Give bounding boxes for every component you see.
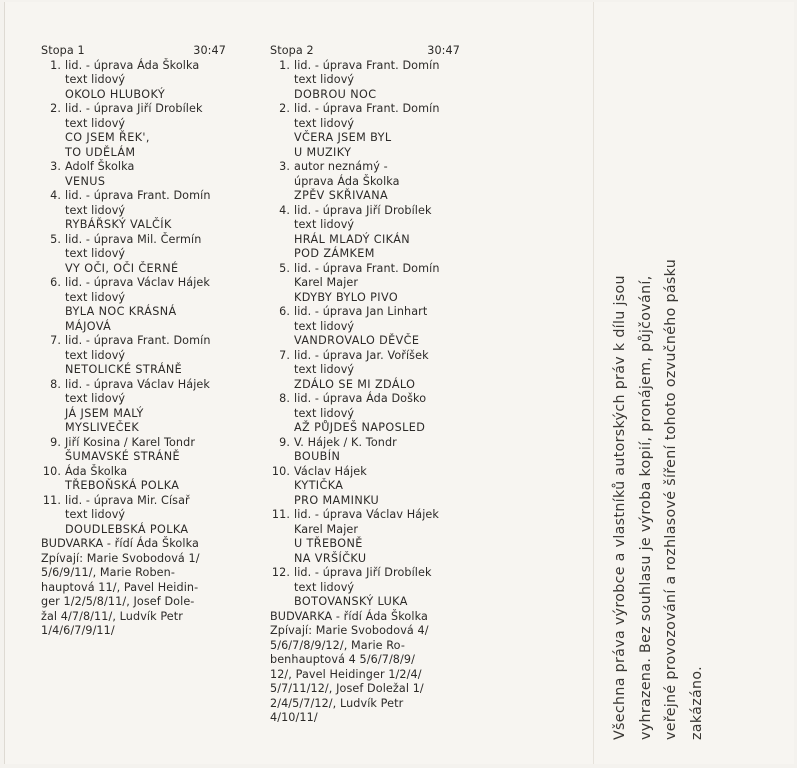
song-credit: text lidový [65,203,126,217]
track-entry [41,233,226,277]
song-credit: lid. - úprava Jiří Drobílek [65,102,203,115]
song-credit: lid. - úprava Frant. Domín [294,102,440,115]
fold-line [593,2,594,764]
song-credit: text lidový [65,247,126,260]
track-lines [65,102,226,160]
song-credit: V. Hájek / K. Tondr [294,435,397,449]
credits-line: hauptová 11/, Pavel Heidin- [41,580,199,594]
track-lines [294,102,460,160]
track-entry [41,378,226,436]
song-title: DOUDLEBSKÁ POLKA [65,522,189,536]
song-credit: text lidový [65,508,126,521]
track-number: 9. [279,435,290,449]
track-entry [270,436,460,465]
song-title: MYSLIVEČEK [65,421,140,434]
credits-line: 5/7/11/12/, Josef Doležal 1/ [270,682,424,695]
credits-line: Zpívají: Marie Svobodová 1/ [41,551,200,565]
song-title: ZPĚV SKŘIVANA [294,189,389,202]
song-credit: lid. - úprava Frant. Domín [294,261,440,275]
credits-line: BUDVARKA - řídí Áda Školka [41,537,199,550]
song-credit: text lidový [65,290,126,304]
track-entry [41,494,226,538]
track-entry [270,305,460,349]
track-number: 6. [50,276,61,289]
track-lines [294,59,460,103]
track-lines [294,392,460,436]
track-entry [41,189,226,233]
song-credit: lid. - úprava Áda Školka [65,58,200,72]
track-lines [294,262,460,306]
track-number: 1. [279,58,290,72]
track-lines [65,494,226,538]
notice-line: zakázáno. [688,665,705,740]
song-title: BOTOVANSKÝ LUKA [294,595,408,608]
track-lines [65,465,226,494]
song-credit: lid. - úprava Jar. Voříšek [294,348,429,362]
track-entry [270,59,460,103]
song-title: HRÁL MLADÝ CIKÁN [294,232,411,246]
track-lines [65,160,226,189]
song-credit: Adolf Školka [65,160,135,173]
side-duration: 30:47 [427,44,460,57]
track-number: 4. [50,189,61,202]
song-title: CO JSEM ŘEK', [65,131,150,144]
track-lines [294,465,460,509]
credits-line: benhauptová 4 5/6/7/8/9/ [270,653,415,666]
track-lines [294,349,460,393]
track-number: 5. [279,261,290,275]
song-credit: text lidový [294,218,355,231]
song-credit: Karel Majer [294,276,359,289]
notice-line: Všechna práva výrobce a vlastníků autorských práv k dílu jsou [612,275,628,740]
song-credit: text lidový [294,406,355,420]
song-title: ŠUMAVSKÉ STRÁNĚ [65,450,180,463]
song-title: U MUZIKY [294,145,352,159]
song-credit: text lidový [294,363,355,376]
song-title: AŽ PŮJDEŠ NAPOSLED [294,421,426,434]
song-credit: text lidový [65,348,126,362]
side-duration: 30:47 [193,44,226,57]
song-title: VENUS [65,174,106,188]
song-credit: lid. - úprava Jiří Drobílek [294,566,432,579]
song-title: OKOLO HLUBOKÝ [65,87,166,101]
track-number: 5. [50,232,61,246]
track-entry [270,204,460,262]
credits-line: 2/4/5/7/12/, Ludvík Petr [270,696,404,710]
song-credit: text lidový [294,319,355,333]
song-credit: text lidový [294,580,355,594]
song-title: BOUBÍN [294,450,341,463]
song-credit: lid. - úprava Václav Hájek [65,276,210,289]
track-lines [65,233,226,277]
song-credit: autor neznámý - [294,160,388,173]
side-1-header [41,44,226,59]
track-number: 8. [279,392,290,405]
credits [270,610,460,726]
track-number: 9. [50,435,61,449]
song-title: BYLA NOC KRÁSNÁ [65,305,177,318]
side-2-tracklist [270,44,460,726]
track-entry [270,160,460,204]
song-credit: lid. - úprava Václav Hájek [65,377,210,391]
track-number: 2. [50,102,61,115]
song-title: TO UDĚLÁM [65,145,136,159]
credits-line: 5/6/9/11/, Marie Roben- [41,566,175,579]
side-2-header [270,44,460,59]
credits-line: Zpívají: Marie Svobodová 4/ [270,624,429,637]
song-credit: text lidový [294,73,355,86]
song-title: NETOLICKÉ STRÁNĚ [65,363,183,376]
copyright-notice [608,40,710,740]
track-number: 10. [271,464,290,478]
song-credit: lid. - úprava Václav Hájek [294,508,439,521]
song-title: ZDÁLO SE MI ZDÁLO [294,377,416,391]
track-entry [270,262,460,306]
track-entry [41,102,226,160]
track-entry [41,465,226,494]
song-credit: text lidový [65,116,126,130]
track-lines [65,276,226,334]
track-list [270,59,460,610]
notice-line: vyhrazena. Bez souhlasu je výroba kopií, pronájem, půjčování, [637,275,654,740]
song-title: RYBÁŘSKÝ VALČÍK [65,218,172,231]
side-label: Stopa 2 [270,44,314,57]
track-entry [41,334,226,378]
track-number: 6. [279,305,290,318]
song-title: MÁJOVÁ [65,319,112,333]
credits-line: BUDVARKA - řídí Áda Školka [270,609,428,623]
side-label: Stopa 1 [41,44,85,57]
song-title: KDYBY BYLO PIVO [294,290,399,304]
credits-line: 5/6/7/8/9/12/, Marie Ro- [270,638,405,652]
track-entry [41,276,226,334]
song-credit: lid. - úprava Frant. Domín [65,334,211,347]
track-number: 8. [50,377,61,391]
song-credit: Áda Školka [65,464,128,478]
track-number: 10. [42,464,61,478]
song-title: NA VRŠÍČKU [294,551,367,565]
credits-line: 1/4/6/7/9/11/ [41,624,115,637]
track-number: 2. [279,102,290,115]
track-number: 7. [279,348,290,362]
song-credit: lid. - úprava Jiří Drobílek [294,203,432,217]
song-credit: Václav Hájek [294,464,367,478]
song-title: PRO MAMINKU [294,493,380,507]
track-entry [270,508,460,566]
song-credit: Jiří Kosina / Karel Tondr [65,435,196,449]
track-number: 11. [271,508,290,521]
track-number: 11. [42,493,61,507]
song-credit: lid. - úprava Áda Doško [294,392,427,405]
track-number: 4. [279,203,290,217]
track-entry [270,392,460,436]
credits-line: ger 1/2/5/8/11/, Josef Dole- [41,595,195,608]
credits-line: 12/, Pavel Heidinger 1/2/4/ [270,667,422,681]
song-credit: úprava Áda Školka [294,174,400,188]
song-credit: text lidový [65,73,126,86]
track-number: 12. [271,566,290,579]
credits [41,537,226,639]
track-lines [65,59,226,103]
track-entry [270,102,460,160]
track-lines [65,334,226,378]
song-title: KYTIČKA [294,479,344,492]
track-lines [65,189,226,233]
song-credit: Karel Majer [294,522,359,536]
track-number: 3. [279,160,290,173]
song-credit: lid. - úprava Frant. Domín [65,189,211,202]
song-title: VY OČI, OČI ČERNÉ [65,261,179,275]
song-credit: lid. - úprava Mir. Císař [65,493,190,507]
song-title: JÁ JSEM MALÝ [65,406,144,420]
song-title: VČERA JSEM BYL [294,131,392,144]
track-entry [270,465,460,509]
notice-line: veřejné provozování a rozhlasové šíření tohoto ozvučného pásku [663,258,679,740]
track-entry [270,566,460,610]
track-number: 1. [50,58,61,72]
song-title: U TŘEBONĚ [294,537,363,550]
track-lines [294,566,460,610]
song-credit: lid. - úprava Frant. Domín [294,58,440,72]
track-lines [294,160,460,204]
track-lines [294,508,460,566]
track-entry [41,160,226,189]
track-entry [41,436,226,465]
track-lines [294,436,460,465]
song-credit: lid. - úprava Jan Linhart [294,305,428,318]
track-number: 7. [50,334,61,347]
song-title: TŘEBOŇSKÁ POLKA [65,479,180,492]
credits-line: žal 4/7/8/11/, Ludvík Petr [41,609,183,623]
credits-line: 4/10/11/ [270,711,318,724]
side-1-tracklist [41,44,226,639]
song-credit: lid. - úprava Mil. Čermín [65,232,202,246]
track-entry [270,349,460,393]
song-title: DOBROU NOC [294,87,377,101]
track-lines [65,436,226,465]
track-list [41,59,226,538]
track-lines [294,305,460,349]
track-lines [65,378,226,436]
track-lines [294,204,460,262]
song-title: VANDROVALO DĚVČE [294,334,420,347]
song-credit: text lidový [65,392,126,405]
track-entry [41,59,226,103]
song-title: POD ZÁMKEM [294,247,375,260]
track-number: 3. [50,160,61,173]
song-credit: text lidový [294,116,355,130]
